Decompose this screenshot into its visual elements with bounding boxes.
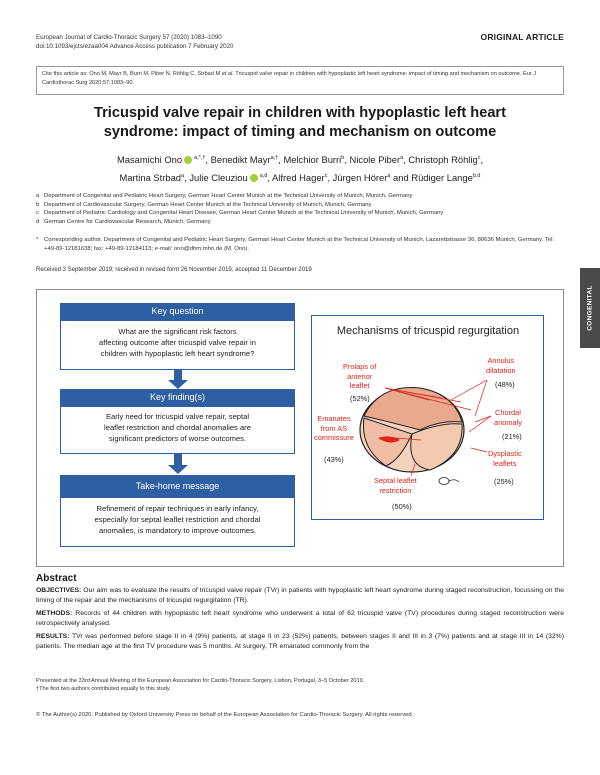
abstract-methods: METHODS: Records of 44 children with hypoplastic left heart syndrome who underwent a total of 62 tricuspid valve (TV) procedures during staged reconstruction were retrospectively analysed.: [36, 610, 564, 627]
author-affiliation-marker: b: [341, 155, 345, 161]
author-separator: ,: [278, 154, 284, 166]
pct-chordal: (21%): [502, 432, 522, 441]
received-dates: Received 3 September 2019; received in revised form 26 November 2019; accepted 11 December 2019: [36, 267, 312, 273]
footnotes: [36, 677, 564, 693]
citation-box: [36, 66, 564, 95]
affiliation-d: d German Centre for Cardiovascular Research, Munich, Germany: [36, 219, 211, 226]
author-name: Alfred Hager: [272, 172, 325, 184]
doi-line: doi:10.1093/ejcts/ezaa004 Advance Access publication 7 February 2020: [36, 43, 234, 50]
affiliations: [36, 192, 564, 227]
abstract-objectives: OBJECTIVES: Our aim was to evaluate the results of tricuspid valve repair (TVr) in patients with hypoplastic left heart syndrome during staged reconstruction, focussing on the timing of the repair and the mechanisms of tricuspid regurgitation (TR).: [36, 587, 564, 604]
author-name: Masamichi Ono: [116, 154, 183, 166]
author-separator: ,: [327, 172, 333, 184]
key-findings-heading: Key finding(s): [60, 389, 295, 406]
author-name: Jürgen Hörer: [332, 172, 388, 184]
key-question-heading: Key question: [60, 303, 295, 320]
take-home-box: Refinement of repair techniques in early infancy, especially for septal leaflet restriction and chordal anomalies, is mandatory to improve outcomes.: [60, 497, 295, 547]
label-emanates: Emanates from AS commissure: [314, 414, 354, 442]
key-findings-box: Early need for tricuspid valve repair, septal leaflet restriction and chordal anomalies are significant predictors of worse outcomes.: [60, 406, 295, 454]
author-name: Martina Strbad: [119, 172, 182, 184]
correspondence-text: Corresponding author. Department of Congenital and Pediatric Heart Surgery, German Heart Center Munich at the Technical University of Munich, Lazarettstrasse 36, 80636 Munich, Germany. Tel: +49-89-12181638; fax: +49-89-12184113; e-mail: ono@dhm.mhn.de (M. Ono).: [44, 237, 555, 252]
author-separator: ,: [267, 172, 273, 184]
pct-septal: (50%): [392, 502, 412, 511]
pct-prolaps: (52%): [350, 394, 370, 403]
orcid-icon[interactable]: [250, 174, 258, 182]
citation-et-al: et al.: [221, 71, 234, 77]
author-name: Benedikt Mayr: [210, 154, 271, 166]
footnote-equal-contribution: †The first two authors contributed equally to this study.: [36, 686, 171, 693]
author-separator: ,: [184, 172, 190, 184]
citation-prefix: Cite this article as: Ono M, Mayr B, Burri M, Piber N, Röhlig C, Strbad M: [42, 71, 222, 77]
article-type: ORIGINAL ARTICLE: [480, 32, 564, 42]
key-question-box: What are the significant risk factors affecting outcome after tricuspid valve repair in children with hypoplastic left heart syndrome?: [60, 320, 295, 370]
affiliation-c: c Department of Pediatric Cardiology and Congenital Heart Disease, German Heart Center Munich at the Technical University of Munich, Munich, Germany: [36, 210, 444, 217]
flow-arrow-1: [168, 370, 188, 390]
journal-citation-line: European Journal of Cardio-Thoracic Surgery 57 (2020) 1083–1090: [36, 34, 222, 41]
author-affiliation-marker: a: [387, 173, 391, 180]
author-affiliation-marker: c: [477, 155, 481, 161]
author-separator: and: [390, 172, 412, 184]
label-prolaps: Prolaps of anterior leaflet: [343, 362, 377, 390]
author-list: [60, 150, 540, 186]
label-septal: Septal leaflet restriction: [374, 476, 417, 495]
author-affiliation-marker: a,†: [270, 155, 279, 161]
author-affiliation-marker: c: [324, 173, 328, 180]
author-separator: ,: [205, 154, 211, 166]
section-tab-label: CONGENITAL: [586, 285, 594, 331]
author-separator: ,: [480, 154, 484, 166]
author-name: Christoph Röhlig: [408, 154, 478, 166]
abstract-body: [36, 586, 564, 655]
author-name: Nicole Piber: [349, 154, 401, 166]
author-affiliation-marker: a,d: [259, 173, 268, 180]
label-dysplastic: Dysplastic leaflets: [488, 449, 522, 468]
section-tab: [580, 268, 600, 348]
mechanisms-title: Mechanisms of tricuspid regurgitation: [336, 325, 520, 337]
pct-annulus: (48%): [495, 380, 515, 389]
abstract-heading: Abstract: [36, 573, 77, 584]
pct-dysplastic: (25%): [494, 477, 514, 486]
author-affiliation-marker: b,d: [472, 173, 481, 180]
author-separator: ,: [403, 154, 409, 166]
flow-arrow-2: [168, 454, 188, 475]
label-annulus: Annulus dilatation: [486, 356, 516, 375]
author-name: Julie Cleuziou: [189, 172, 248, 184]
copyright: © The Author(s) 2020. Published by Oxford University Press on behalf of the European Association for Cardio-Thoracic Surgery. All rights reserved.: [36, 712, 414, 718]
author-name: Melchior Burri: [283, 154, 342, 166]
take-home-heading: Take-home message: [60, 475, 295, 497]
footnote-presented: Presented at the 33rd Annual Meeting of the European Association for Cardio-Thoracic Surgery, Lisbon, Portugal, 3–5 October 2019.: [36, 678, 365, 684]
label-chordal: Chordal anomaly: [494, 408, 522, 427]
affiliation-b: b Department of Cardiovascular Surgery, German Heart Center Munich at the Technical University of Munich, Munich, Germany: [36, 201, 372, 208]
affiliation-a: a Department of Congenital and Pediatric Heart Surgery, German Heart Center Munich at the Technical University of Munich, Munich, Germany: [36, 193, 413, 199]
abstract-results: RESULTS: TVr was performed before stage II in 4 (9%) patients, at stage II in 23 (52%) patients, between stages II and III in 3 (7%) patients and at stage III in 14 (32%) patients. The median age at the first TV procedure was 5 months. At surgery, TR emanated commonly from the: [36, 633, 564, 650]
orcid-icon[interactable]: [184, 156, 192, 164]
author-affiliation-marker: a: [181, 173, 185, 180]
journal-header: [36, 33, 233, 51]
author-name: Rüdiger Lange: [411, 172, 473, 184]
correspondence: * Corresponding author. Department of Congenital and Pediatric Heart Surgery, German Heart Center Munich at the Technical University of Munich, Lazarettstrasse 36, 80636 Munich, Germany. Tel: +49-89-12181638; fax: +49-89-12184113; e-mail: ono@dhm.mhn.de (M. Ono).: [36, 236, 564, 253]
article-title: Tricuspid valve repair in children with hypoplastic left heart syndrome: impact of timing and mechanism on outcome: [94, 105, 506, 140]
author-separator: ,: [344, 154, 350, 166]
citation-rest: Tricuspid valve repair in children with hypoplastic left heart syndrome: impact of timing and mechanism on outcome. Eur J Cardiothorac Surg 2020;57:1083–90.: [42, 71, 537, 86]
author-affiliation-marker: a: [400, 155, 404, 161]
pct-emanates: (43%): [324, 455, 344, 464]
author-affiliation-marker: a,*,†: [194, 155, 206, 161]
